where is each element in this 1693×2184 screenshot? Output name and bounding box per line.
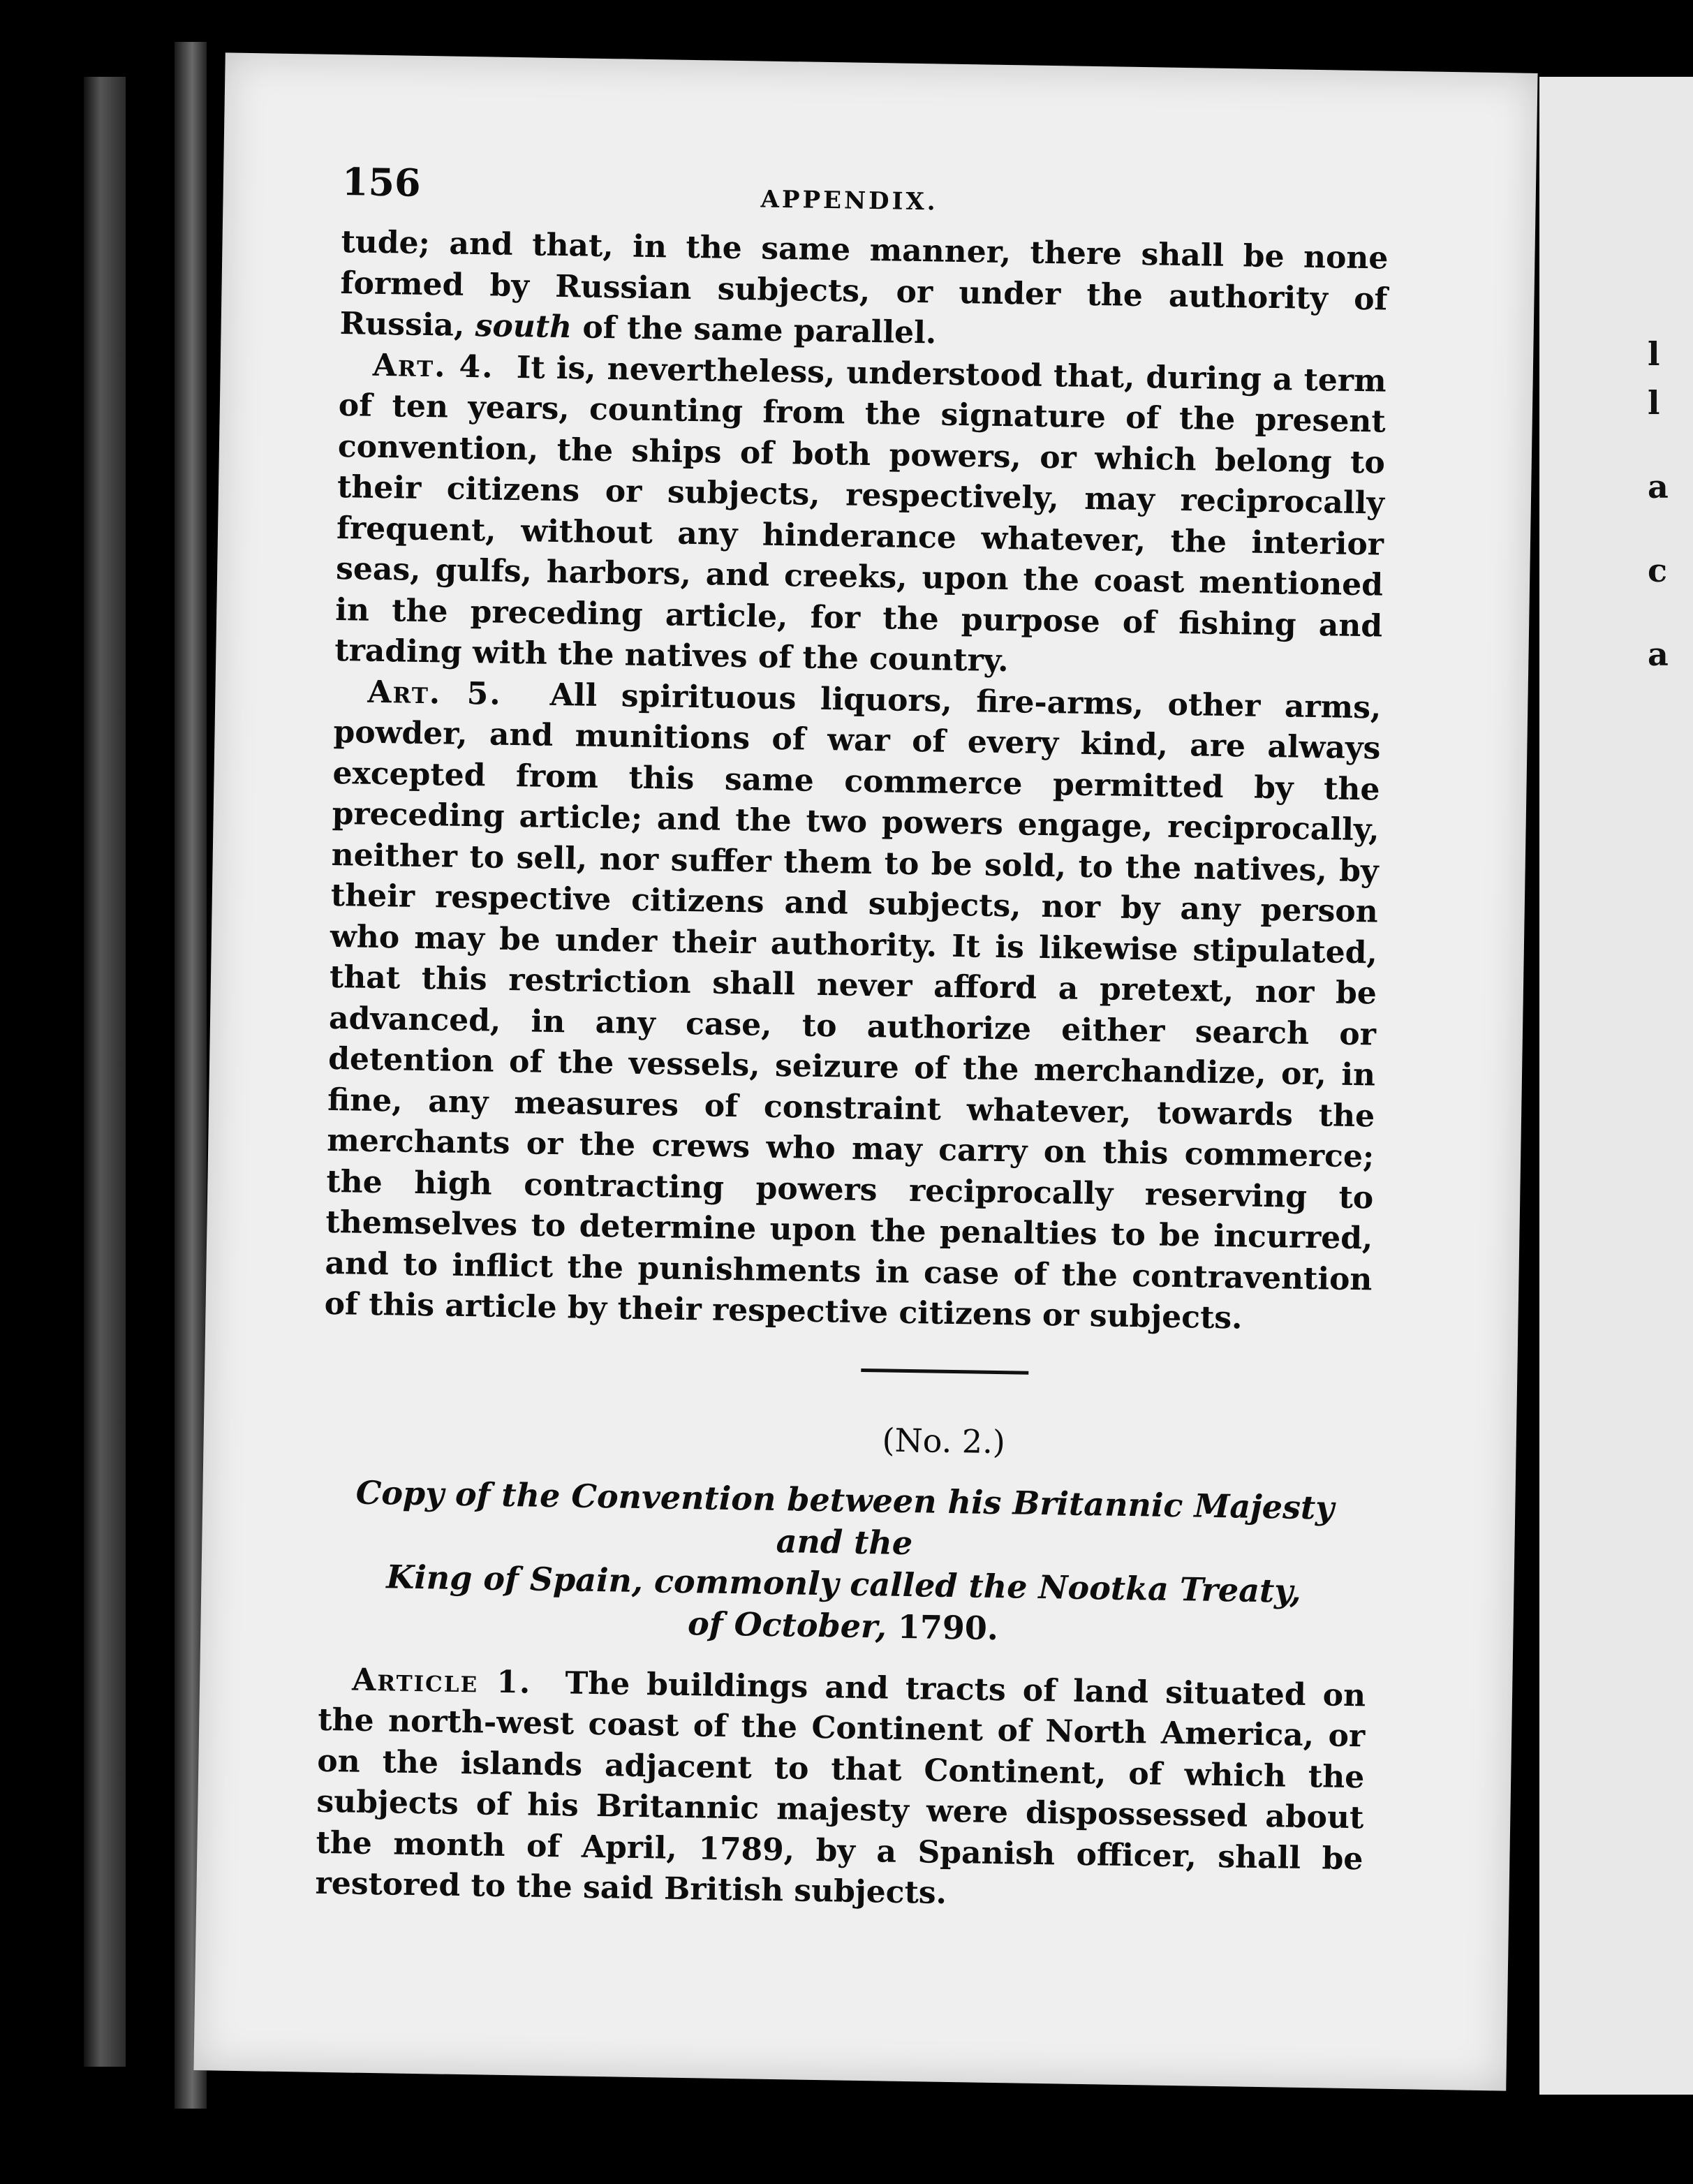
page-number: 156 xyxy=(341,159,422,205)
adjacent-page-fragment: l xyxy=(1648,335,1660,373)
adjacent-page-fragment: a xyxy=(1648,468,1669,506)
document-title xyxy=(319,1470,1369,1655)
article-1-heading: Article 1. xyxy=(351,1662,532,1701)
article-3-line-3: of the same parallel. xyxy=(571,309,937,351)
section-divider-rule xyxy=(861,1368,1028,1374)
article-3-line-2: formed by Russian subjects, or under the authority of Russia, xyxy=(339,265,1388,344)
adjacent-page-fragment: c xyxy=(1648,552,1668,589)
adjacent-page-fragment: l xyxy=(1648,384,1660,422)
adjacent-page-edge xyxy=(1539,77,1693,2095)
article-4-heading: Art. 4. xyxy=(372,347,494,385)
article-5-heading: Art. 5. xyxy=(367,674,503,712)
article-4-paragraph xyxy=(334,345,1387,688)
article-3-line-1: tude; and that, in the same manner, there shall be none xyxy=(341,224,1389,276)
document-title-year: 1790. xyxy=(886,1607,999,1647)
document-title-month: of October, xyxy=(687,1604,887,1646)
article-1-paragraph xyxy=(315,1659,1366,1921)
article-1-text: The buildings and tracts of land situated on the north-west coast of the Continent of North America, or on the islands adjacent to that Continent, of which the subjects of his Britannic majesty were dispossessed about the month of April, 1789, by a Spanish officer, shall be restored to the said British subjects. xyxy=(315,1665,1366,1911)
article-5-paragraph xyxy=(324,671,1382,1341)
book-binding-edge xyxy=(84,77,126,2067)
article-5-text: All spirituous liquors, fire-arms, other arms, powder, and munitions of war of every kind, are always excepted from this same commerce permitted by the preceding article; and the two powers engage, reciprocally, neither to sell, nor suffer them to be sold, to the natives, by their respective citizens and subjects, nor by any person who may be under their authority. It is likewise stipulated, that this restriction shall never afford a pretext, nor be advanced, in any case, to authorize either search or detention of the vessels, seizure of the merchandize, or, in fine, any measures of constraint whatever, towards the merchants or the crews who may carry on this commerce; the high contracting powers reciprocally reserving to themselves to determine upon the penalties to be incurred, and to inflict the punishments in case of the contravention of this article by their respective citizens or subjects. xyxy=(324,677,1382,1336)
document-number: (No. 2.) xyxy=(882,1420,1006,1461)
running-title: APPENDIX. xyxy=(760,185,939,216)
book-page xyxy=(193,52,1537,2090)
adjacent-page-fragment: a xyxy=(1648,635,1669,673)
page-content xyxy=(315,159,1389,1921)
document-title-line-1: Copy of the Convention between his Britannic Majesty and the xyxy=(355,1473,1335,1562)
article-4-text: It is, nevertheless, understood that, during a term of ten years, counting from the signature of the present convention, the ships of both powers, or which belong to their citizens or subjects, respectively, may reciprocally frequent, without any hinderance whatever, the interior seas, gulfs, harbors, and creeks, upon the coast mentioned in the preceding article, for the purpose of fishing and trading with the natives of the country. xyxy=(334,349,1387,679)
document-title-line-2: King of Spain, commonly called the Nootka Treaty, xyxy=(385,1557,1302,1610)
article-3-continuation xyxy=(339,222,1389,361)
article-3-italic-word: south xyxy=(475,308,572,346)
